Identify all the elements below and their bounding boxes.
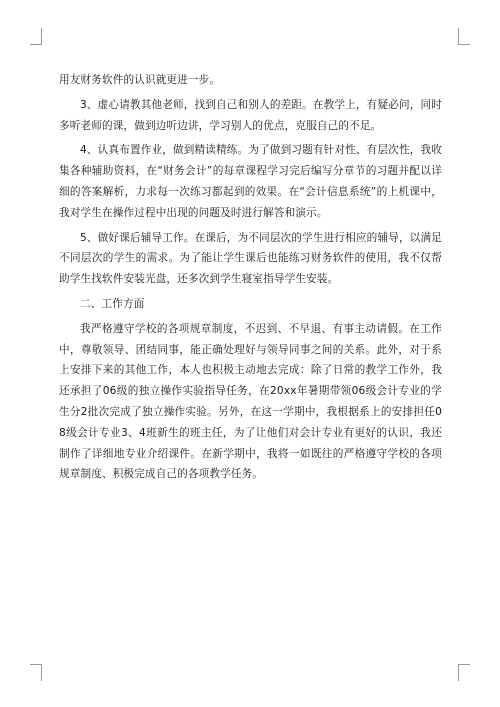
crop-mark-bottom-right (458, 664, 470, 681)
crop-mark-bottom-left (30, 664, 42, 681)
crop-mark-top-right (458, 28, 470, 45)
paragraph-item-3: 3、虚心请教其他老师，找到自己和别人的差距。在教学上，有疑必问，同时多听老师的课，做到边听边讲，学习别人的优点，克服自己的不足。 (59, 98, 442, 132)
section-heading-work: 二、工作方面 (80, 297, 145, 310)
paragraph-continuation: 用友财务软件的认识就更进一步。 (59, 74, 221, 86)
paragraph-item-5: 5、做好课后辅导工作。在课后，为不同层次的学生进行相应的辅导，以满足不同层次的学生的需求。为了能让学生课后也能练习财务软件的使用，我不仅帮助学生找软件安装光盘，还多次到学生寝室指导学生安装。 (59, 231, 442, 286)
paragraph-item-4: 4、认真布置作业，做到精读精练。为了做到习题有针对性、有层次性，我收集各种辅助资料，在“财务会计”的每章课程学习完后编写分章节的习题并配以详细的答案解析，力求每一次练习都起到的效果。在“会计信息系统”的上机课中，我对学生在操作过程中出现的问题及时进行解答和演示。 (59, 144, 442, 219)
crop-mark-top-left (30, 28, 42, 45)
document-body (59, 70, 442, 485)
paragraph-work-summary: 我严格遵守学校的各项规章制度，不迟到、不早退、有事主动请假。在工作中，尊敬领导、团结同事，能正确处理好与领导同事之间的关系。此外，对于系上安排下来的其他工作，本人也积极主动地去完成：除了日常的教学工作外，我还承担了06级的独立操作实验指导任务，在20xx年暑期带领06级会计专业的学生分2批次完成了独立操作实验。另外，在这一学期中，我根据系上的安排担任08级会计专业3、4班新生的班主任，为了让他们对会计专业有更好的认识，我还制作了详细地专业介绍课件。在新学期中，我将一如既往的严格遵守学校的各项规章制度、积极完成自己的各项教学任务。 (59, 322, 442, 481)
